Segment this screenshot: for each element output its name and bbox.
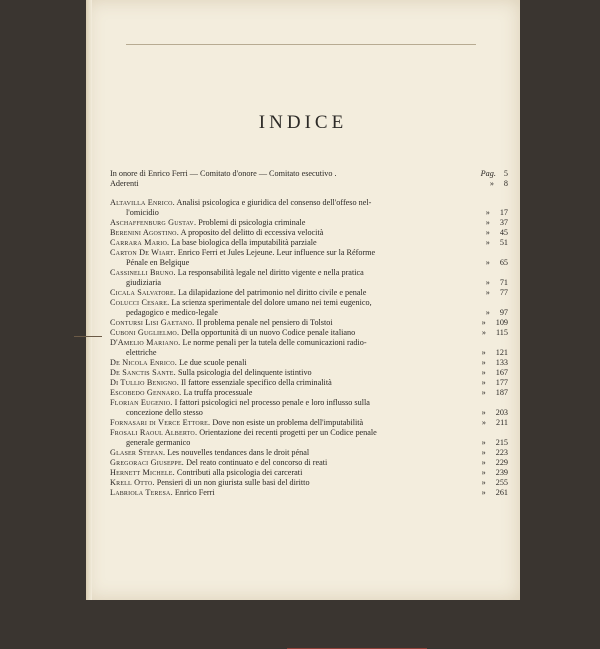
index-entry xyxy=(110,248,508,268)
entry-ditto: » xyxy=(481,448,486,457)
index-entry xyxy=(110,179,508,189)
index-entry xyxy=(110,288,508,298)
entry-author: De Nicola Enrico. xyxy=(110,358,178,367)
entry-text: Pensieri di un non giurista sulle basi del diritto xyxy=(156,478,310,487)
index-entry xyxy=(110,488,508,498)
entry-author: Carrara Mario. xyxy=(110,238,170,247)
index-entry xyxy=(110,338,508,358)
page-spine-shadow xyxy=(86,0,92,600)
entry-page: 45 xyxy=(499,228,508,237)
entry-text: Del reato continuato e del concorso di reati xyxy=(186,458,328,467)
entry-continuation: generale germanico xyxy=(126,438,191,447)
entry-author: Berenini Agostino. xyxy=(110,228,179,237)
entry-page: 121 xyxy=(495,348,508,357)
entry-ditto: » xyxy=(481,348,486,357)
entry-text: La responsabilità legale nel diritto vigente e nella pratica xyxy=(177,268,364,277)
entry-page: 77 xyxy=(499,288,508,297)
entry-text: Della opportunità di un nuovo Codice penale italiano xyxy=(181,328,356,337)
entry-ditto: » xyxy=(485,278,490,287)
entry-page: 187 xyxy=(495,388,508,397)
section-gap xyxy=(110,189,508,198)
entry-author: Hernett Michele. xyxy=(110,468,175,477)
entry-page: 203 xyxy=(495,408,508,417)
entry-text: Aderenti xyxy=(110,179,139,188)
entry-continuation: Pénale en Belgique xyxy=(126,258,190,267)
entry-author: De Sanctis Sante. xyxy=(110,368,176,377)
index-entry xyxy=(110,238,508,248)
entry-page: 261 xyxy=(495,488,508,497)
entry-page: 17 xyxy=(499,208,508,217)
entry-text: Orientazione dei recenti progetti per un Codice penale xyxy=(199,428,377,437)
entry-text: Dove non esiste un problema dell'imputabilità xyxy=(212,418,364,427)
entry-author: Florian Eugenio. xyxy=(110,398,173,407)
entry-text: La scienza sperimentale del dolore umano nei temi eugenico, xyxy=(171,298,372,307)
entry-text: Enrico Ferri xyxy=(174,488,215,497)
entry-author: Frosali Raoul Alberto. xyxy=(110,428,198,437)
entry-page: 223 xyxy=(495,448,508,457)
top-rule xyxy=(126,44,476,45)
entry-ditto: Pag. xyxy=(480,169,496,178)
entry-text: Sulla psicologia del delinquente istintivo xyxy=(177,368,312,377)
entry-ditto: » xyxy=(485,258,490,267)
index-entry xyxy=(110,398,508,418)
entry-text: Enrico Ferri et Jules Lejeune. Leur influence sur la Réforme xyxy=(177,248,376,257)
entry-text: La dilapidazione del patrimonio nel diritto civile e penale xyxy=(178,288,367,297)
entry-author: Krell Otto. xyxy=(110,478,155,487)
entry-page: 51 xyxy=(499,238,508,247)
entry-continuation: giudiziaria xyxy=(126,278,162,287)
entry-ditto: » xyxy=(481,468,486,477)
entry-page: 65 xyxy=(499,258,508,267)
index-entry xyxy=(110,268,508,288)
entry-ditto: » xyxy=(481,328,487,337)
index-list xyxy=(110,169,508,498)
entry-author: Contursi Lisi Gaetano. xyxy=(110,318,195,327)
entry-page: 8 xyxy=(503,179,508,188)
entry-ditto: » xyxy=(481,388,486,397)
entry-page: 211 xyxy=(496,418,508,427)
index-entry xyxy=(110,218,508,228)
entry-ditto: » xyxy=(481,408,486,417)
entry-continuation: l'omicidio xyxy=(126,208,159,217)
entry-text: Il fattore essenziale specifico della criminalità xyxy=(181,378,332,387)
entry-author: Escobedo Gennaro. xyxy=(110,388,182,397)
entry-continuation: elettriche xyxy=(126,348,157,357)
entry-ditto: » xyxy=(481,488,486,497)
index-entry xyxy=(110,468,508,478)
entry-ditto: » xyxy=(485,288,490,297)
entry-ditto: » xyxy=(481,378,486,387)
entry-author: Glaser Stefan. xyxy=(110,448,166,457)
entry-author: Di Tullio Benigno. xyxy=(110,378,179,387)
entry-author: Labriola Teresa. xyxy=(110,488,173,497)
book-page xyxy=(86,0,520,600)
index-entry xyxy=(110,328,508,338)
entry-author: Cassinelli Bruno. xyxy=(110,268,176,277)
entry-text: La truffa processuale xyxy=(183,388,253,397)
index-entry xyxy=(110,378,508,388)
entry-ditto: » xyxy=(485,308,490,317)
index-entry xyxy=(110,478,508,488)
entry-ditto: » xyxy=(485,228,490,237)
entry-text: Les nouvelles tendances dans le droit pénal xyxy=(167,448,310,457)
index-entry xyxy=(110,228,508,238)
entry-text: A proposito del delitto di eccessiva velocità xyxy=(180,228,324,237)
entry-page: 115 xyxy=(496,328,508,337)
entry-ditto: » xyxy=(481,368,486,377)
entry-page: 215 xyxy=(495,438,508,447)
index-entry xyxy=(110,169,508,179)
entry-page: 37 xyxy=(499,218,508,227)
entry-author: Gregoraci Giuseppe. xyxy=(110,458,185,467)
index-entry xyxy=(110,418,508,428)
index-entry xyxy=(110,388,508,398)
entry-ditto: » xyxy=(481,358,486,367)
entry-ditto: » xyxy=(481,478,486,487)
entry-author: Altavilla Enrico. xyxy=(110,198,175,207)
entry-page: 229 xyxy=(495,458,508,467)
entry-page: 239 xyxy=(495,468,508,477)
entry-page: 97 xyxy=(499,308,508,317)
entry-ditto: » xyxy=(481,458,486,467)
entry-text: Il problema penale nel pensiero di Tolstoi xyxy=(196,318,333,327)
entry-page: 5 xyxy=(503,169,508,178)
index-entry xyxy=(110,318,508,328)
entry-ditto: » xyxy=(481,318,486,327)
entry-author: D'Amelio Mariano. xyxy=(110,338,181,347)
entry-page: 177 xyxy=(495,378,508,387)
entry-author: Cicala Salvatore. xyxy=(110,288,177,297)
entry-text: Analisi psicologica e giuridica del consenso dell'offeso nel- xyxy=(176,198,372,207)
entry-text: La base biologica della imputabilità parziale xyxy=(171,238,317,247)
entry-page: 167 xyxy=(495,368,508,377)
entry-author: Carton De Wiart. xyxy=(110,248,176,257)
entry-page: 133 xyxy=(495,358,508,367)
page-title: INDICE xyxy=(258,112,348,133)
entry-text: I fattori psicologici nel processo penale e loro influsso sulla xyxy=(174,398,370,407)
index-entry xyxy=(110,298,508,318)
index-entry xyxy=(110,198,508,218)
entry-text: Le due scuole penali xyxy=(179,358,247,367)
entry-author: Fornasari di Verce Ettore. xyxy=(110,418,211,427)
entry-text: Problemi di psicologia criminale xyxy=(198,218,306,227)
entry-text: Le norme penali per la tutela delle comunicazioni radio- xyxy=(182,338,367,347)
index-entry xyxy=(110,358,508,368)
entry-page: 109 xyxy=(495,318,508,327)
entry-author: Colucci Cesare. xyxy=(110,298,170,307)
entry-ditto: » xyxy=(485,238,490,247)
entry-text: In onore di Enrico Ferri — Comitato d'onore — Comitato esecutivo . xyxy=(110,169,337,178)
entry-page: 255 xyxy=(495,478,508,487)
entry-ditto: » xyxy=(489,179,494,188)
entry-continuation: pedagogico e medico-legale xyxy=(126,308,218,317)
entry-page: 71 xyxy=(499,278,508,287)
index-entry xyxy=(110,368,508,378)
entry-ditto: » xyxy=(481,438,486,447)
pencil-margin-mark xyxy=(74,336,102,337)
entry-ditto: » xyxy=(485,218,490,227)
index-entry xyxy=(110,458,508,468)
entry-author: Aschaffenburg Gustav. xyxy=(110,218,197,227)
entry-text: Contributi alla psicologia dei carcerati xyxy=(176,468,303,477)
entry-ditto: » xyxy=(481,418,487,427)
entry-author: Cuboni Guglielmo. xyxy=(110,328,180,337)
index-entry xyxy=(110,448,508,458)
entry-ditto: » xyxy=(485,208,490,217)
index-entry xyxy=(110,428,508,448)
entry-continuation: concezione dello stesso xyxy=(126,408,203,417)
